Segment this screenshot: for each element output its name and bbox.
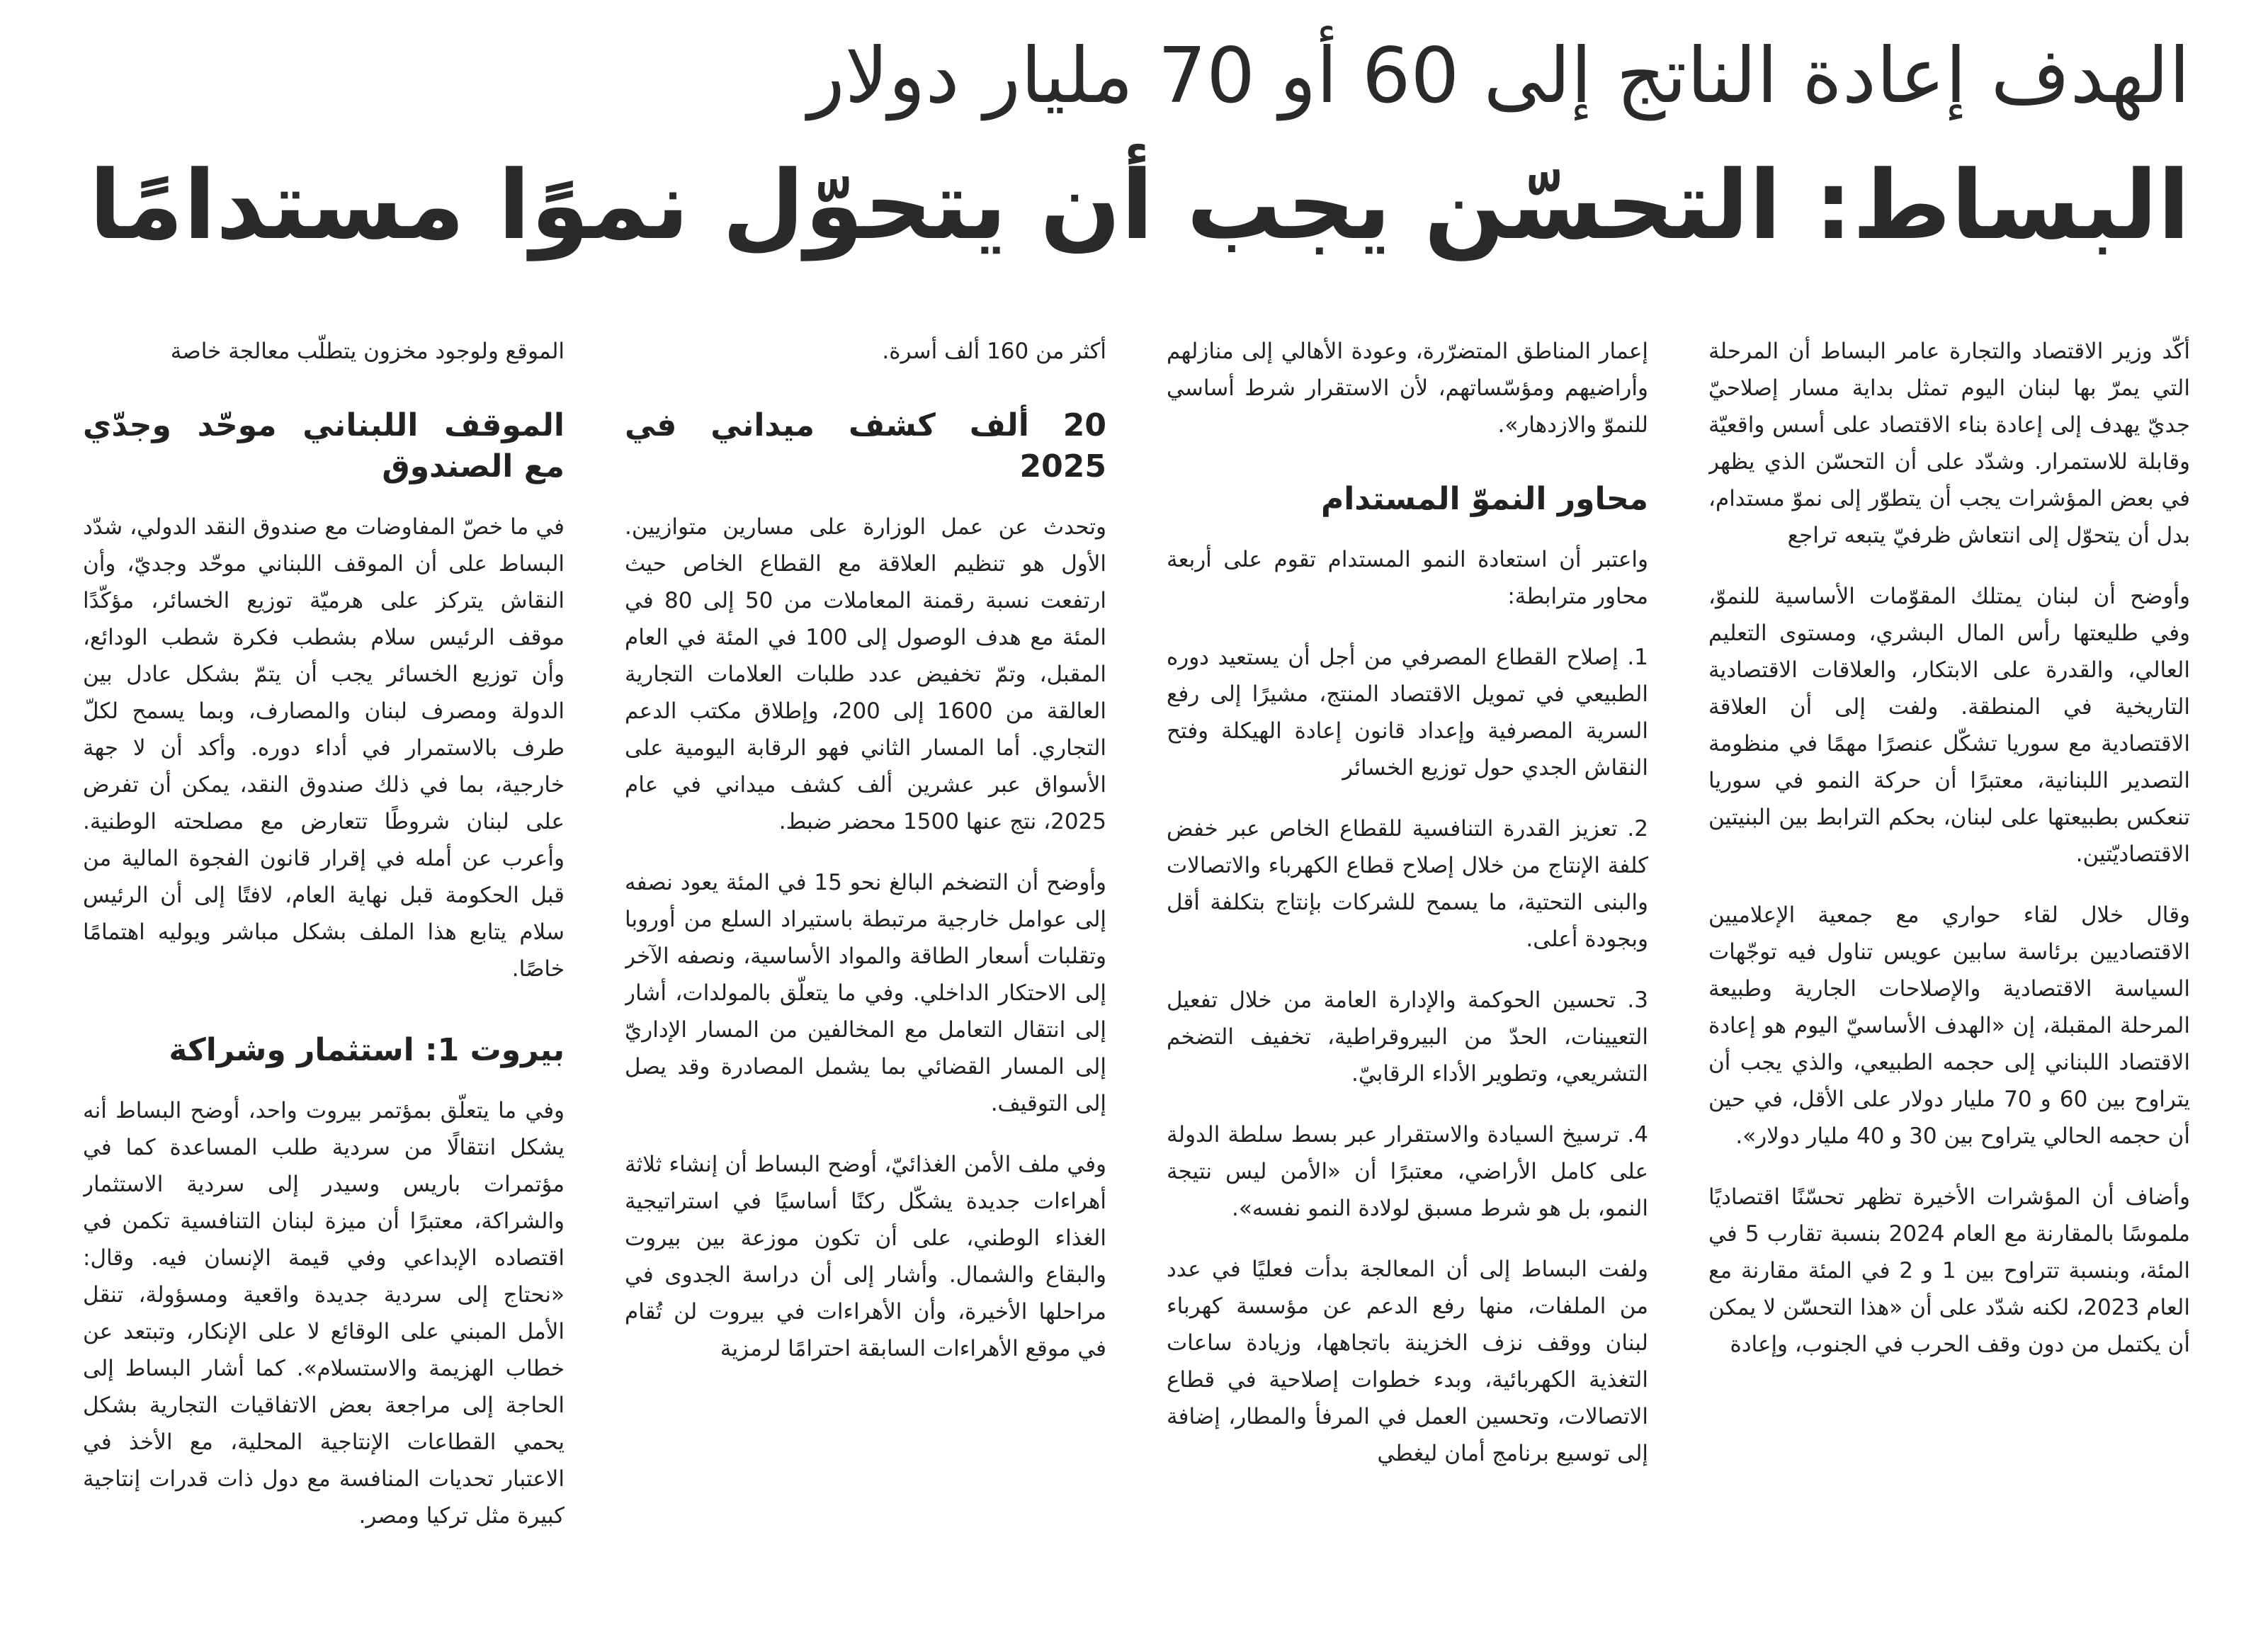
section-subheading: الموقف اللبناني موحّد وجدّي مع الصندوق <box>83 407 565 484</box>
article-paragraph: وأوضح أن التضخم البالغ نحو 15 في المئة يعود نصفه إلى عوامل خارجية مرتبطة باستيراد السلع من أوروبا وتقلبات أسعار الطاقة والمواد الأساسية، ونصفه الآخر إلى الاحتكار الداخلي. وفي ما يتعلّق بالمولدات، أشار إلى انتقال التعامل مع المخالفين من المسار الإداريّ إلى المسار القضائي بما يشمل المصادرة وقد يصل إلى التوقيف. <box>625 870 1106 1116</box>
section-subheading: بيروت 1: استثمار وشراكة <box>169 1032 565 1068</box>
article-paragraph: وفي ما يتعلّق بمؤتمر بيروت واحد، أوضح البساط أنه يشكل انتقالًا من سردية طلب المساعدة كما في مؤتمرات باريس وسيدر إلى سردية الاستثمار والشراكة، معتبرًا أن ميزة لبنان التنافسية تكمن في اقتصاده الإبداعي وفي قيمة الإنسان فيه. وقال: «نحتاج إلى سردية جديدة واقعية ومسؤولة، تنقل الأمل المبني على الوقائع لا على الإنكار، وتبتعد عن خطاب الهزيمة والاستسلام». كما أشار البساط إلى الحاجة إلى مراجعة بعض الاتفاقيات التجارية بشكل يحمي القطاعات الإنتاجية المحلية، مع الأخذ في الاعتبار تحديات المنافسة مع دول ذات قدرات إنتاجية كبيرة مثل تركيا ومصر. <box>83 1098 565 1529</box>
article-paragraph: وأوضح أن لبنان يمتلك المقوّمات الأساسية للنموّ، وفي طليعتها رأس المال البشري، ومستوى التعليم العالي، والقدرة على الابتكار، والعلاقات الاقتصادية التاريخية في المنطقة. ولفت إلى أن العلاقة الاقتصادية مع سوريا تشكّل عنصرًا مهمًا في منظومة التصدير اللبنانية، معتبرًا أن حركة النمو في سوريا تنعكس بطبيعتها على لبنان، بحكم الترابط بين البنيتين الاقتصاديّتين. <box>1708 584 2190 867</box>
article-paragraph: أكّد وزير الاقتصاد والتجارة عامر البساط أن المرحلة التي يمرّ بها لبنان اليوم تمثل بداية مسار إصلاحيّ جديّ يهدف إلى إعادة بناء الاقتصاد على أسس واقعيّة وقابلة للاستمرار. وشدّد على أن التحسّن الذي يظهر في بعض المؤشرات يجب أن يتطوّر إلى نموّ مستدام، بدل أن يتحوّل إلى انتعاش ظرفيّ يتبعه تراجع <box>1708 339 2190 548</box>
article-kicker: الهدف إعادة الناتج إلى 60 أو 70 مليار دولار <box>807 32 2190 120</box>
article-paragraph: وتحدث عن عمل الوزارة على مسارين متوازيين. الأول هو تنظيم العلاقة مع القطاع الخاص حيث ارتفعت نسبة رقمنة المعاملات من 50 إلى 80 في المئة مع هدف الوصول إلى 100 في المئة في العام المقبل، وتمّ تخفيض عدد طلبات العلامات التجارية العالقة من 1600 إلى 200، وإطلاق مكتب الدعم التجاري. أما المسار الثاني فهو الرقابة اليومية على الأسواق عبر عشرين ألف كشف ميداني في عام 2025، نتج عنها 1500 محضر ضبط. <box>625 514 1106 834</box>
article-paragraph: وأضاف أن المؤشرات الأخيرة تظهر تحسّنًا اقتصاديًا ملموسًا بالمقارنة مع العام 2024 بنسبة تقارب 5 في المئة، وبنسبة تتراوح بين 1 و 2 في المئة مقارنة مع العام 2023، لكنه شدّد على أن «هذا التحسّن لا يمكن أن يكتمل من دون وقف الحرب في الجنوب، وإعادة <box>1708 1184 2190 1357</box>
article-paragraph: وفي ملف الأمن الغذائيّ، أوضح البساط أن إنشاء ثلاثة أهراءات جديدة يشكّل ركنًا أساسيًا في استراتيجية الغذاء الوطني، على أن تكون موزعة بين بيروت والبقاع والشمال. وأشار إلى أن دراسة الجدوى في مراحلها الأخيرة، وأن الأهراءات في بيروت لن تُقام في موقع الأهراءات السابقة احترامًا لرمزية <box>625 1152 1106 1361</box>
article-paragraph: في ما خصّ المفاوضات مع صندوق النقد الدولي، شدّد البساط على أن الموقف اللبناني موحّد وجديّ، وأن النقاش يتركز على هرميّة توزيع الخسائر، مؤكّدًا موقف الرئيس سلام بشطب فكرة شطب الودائع، وأن توزيع الخسائر يجب أن يتمّ بشكل عادل بين الدولة ومصرف لبنان والمصارف، وبما يسمح لكلّ طرف بالاستمرار في أداء دوره. وأكد أن لا جهة خارجية، بما في ذلك صندوق النقد، يمكن أن تفرض على لبنان شروطًا تتعارض مع مصلحته الوطنية. وأعرب عن أمله في إقرار قانون الفجوة المالية من قبل الحكومة قبل نهاية العام، لافتًا إلى أن الرئيس سلام يتابع هذا الملف بشكل مباشر ويوليه اهتمامًا خاصًا. <box>83 514 565 982</box>
article-paragraph: واعتبر أن استعادة النمو المستدام تقوم على أربعة محاور مترابطة: <box>1167 547 1648 609</box>
article-column-4 <box>83 333 565 1580</box>
article-paragraph: 3. تحسين الحوكمة والإدارة العامة من خلال تفعيل التعيينات، الحدّ من البيروقراطية، تخفيف التضخم التشريعي، وتطوير الأداء الرقابيّ. <box>1167 987 1648 1087</box>
article-column-2 <box>1167 333 1648 1580</box>
section-subheading: محاور النموّ المستدام <box>1320 481 1648 517</box>
article-paragraph: الموقع ولوجود مخزون يتطلّب معالجة خاصة <box>170 339 565 364</box>
article-paragraph: إعمار المناطق المتضرّرة، وعودة الأهالي إلى منازلهم وأراضيهم ومؤسّساتهم، لأن الاستقرار شرط أساسي للنموّ والازدهار». <box>1167 339 1648 438</box>
article-body <box>79 333 2190 1580</box>
article-paragraph: ولفت البساط إلى أن المعالجة بدأت فعليًا في عدد من الملفات، منها رفع الدعم عن مؤسسة كهرباء لبنان ووقف نزف الخزينة باتجاهها، وزيادة ساعات التغذية الكهربائية، وبدء خطوات إصلاحية في قطاع الاتصالات، وتحسين العمل في المرفأ والمطار، إضافة إلى توسيع برنامج أمان ليغطي <box>1167 1257 1648 1466</box>
article-paragraph: وقال خلال لقاء حواري مع جمعية الإعلاميين الاقتصاديين برئاسة سابين عويس تناول فيه توجّهات السياسة الاقتصادية والإصلاحات الجارية وطبيعة المرحلة المقبلة، إن «الهدف الأساسيّ اليوم هو إعادة الاقتصاد اللبناني إلى حجمه الطبيعي، والذي يجب أن يتراوح بين 60 و 70 مليار دولار على الأقل، في حين أن حجمه الحالي يتراوح بين 30 و 40 مليار دولار». <box>1708 902 2190 1149</box>
article-paragraph: 1. إصلاح القطاع المصرفي من أجل أن يستعيد دوره الطبيعي في تمويل الاقتصاد المنتج، مشيرًا إلى رفع السرية المصرفية وإعداد قانون إعادة الهيكلة وفتح النقاش الجدي حول توزيع الخسائر <box>1167 645 1648 781</box>
article-headline: البساط: التحسّن يجب أن يتحوّل نموًا مستدامًا <box>89 150 2190 261</box>
article-column-1 <box>1708 333 2190 1580</box>
article-column-3 <box>625 333 1106 1580</box>
article-paragraph: 4. ترسيخ السيادة والاستقرار عبر بسط سلطة الدولة على كامل الأراضي، معتبرًا أن «الأمن ليس نتيجة النمو، بل هو شرط مسبق لولادة النمو نفسه». <box>1167 1122 1648 1221</box>
section-subheading: 20 ألف كشف ميداني في 2025 <box>625 407 1106 484</box>
article-paragraph: أكثر من 160 ألف أسرة. <box>882 339 1106 364</box>
article-paragraph: 2. تعزيز القدرة التنافسية للقطاع الخاص عبر خفض كلفة الإنتاج من خلال إصلاح قطاع الكهرباء والاتصالات والبنى التحتية، ما يسمح للشركات بإنتاج بتكلفة أقل وبجودة أعلى. <box>1167 816 1648 952</box>
